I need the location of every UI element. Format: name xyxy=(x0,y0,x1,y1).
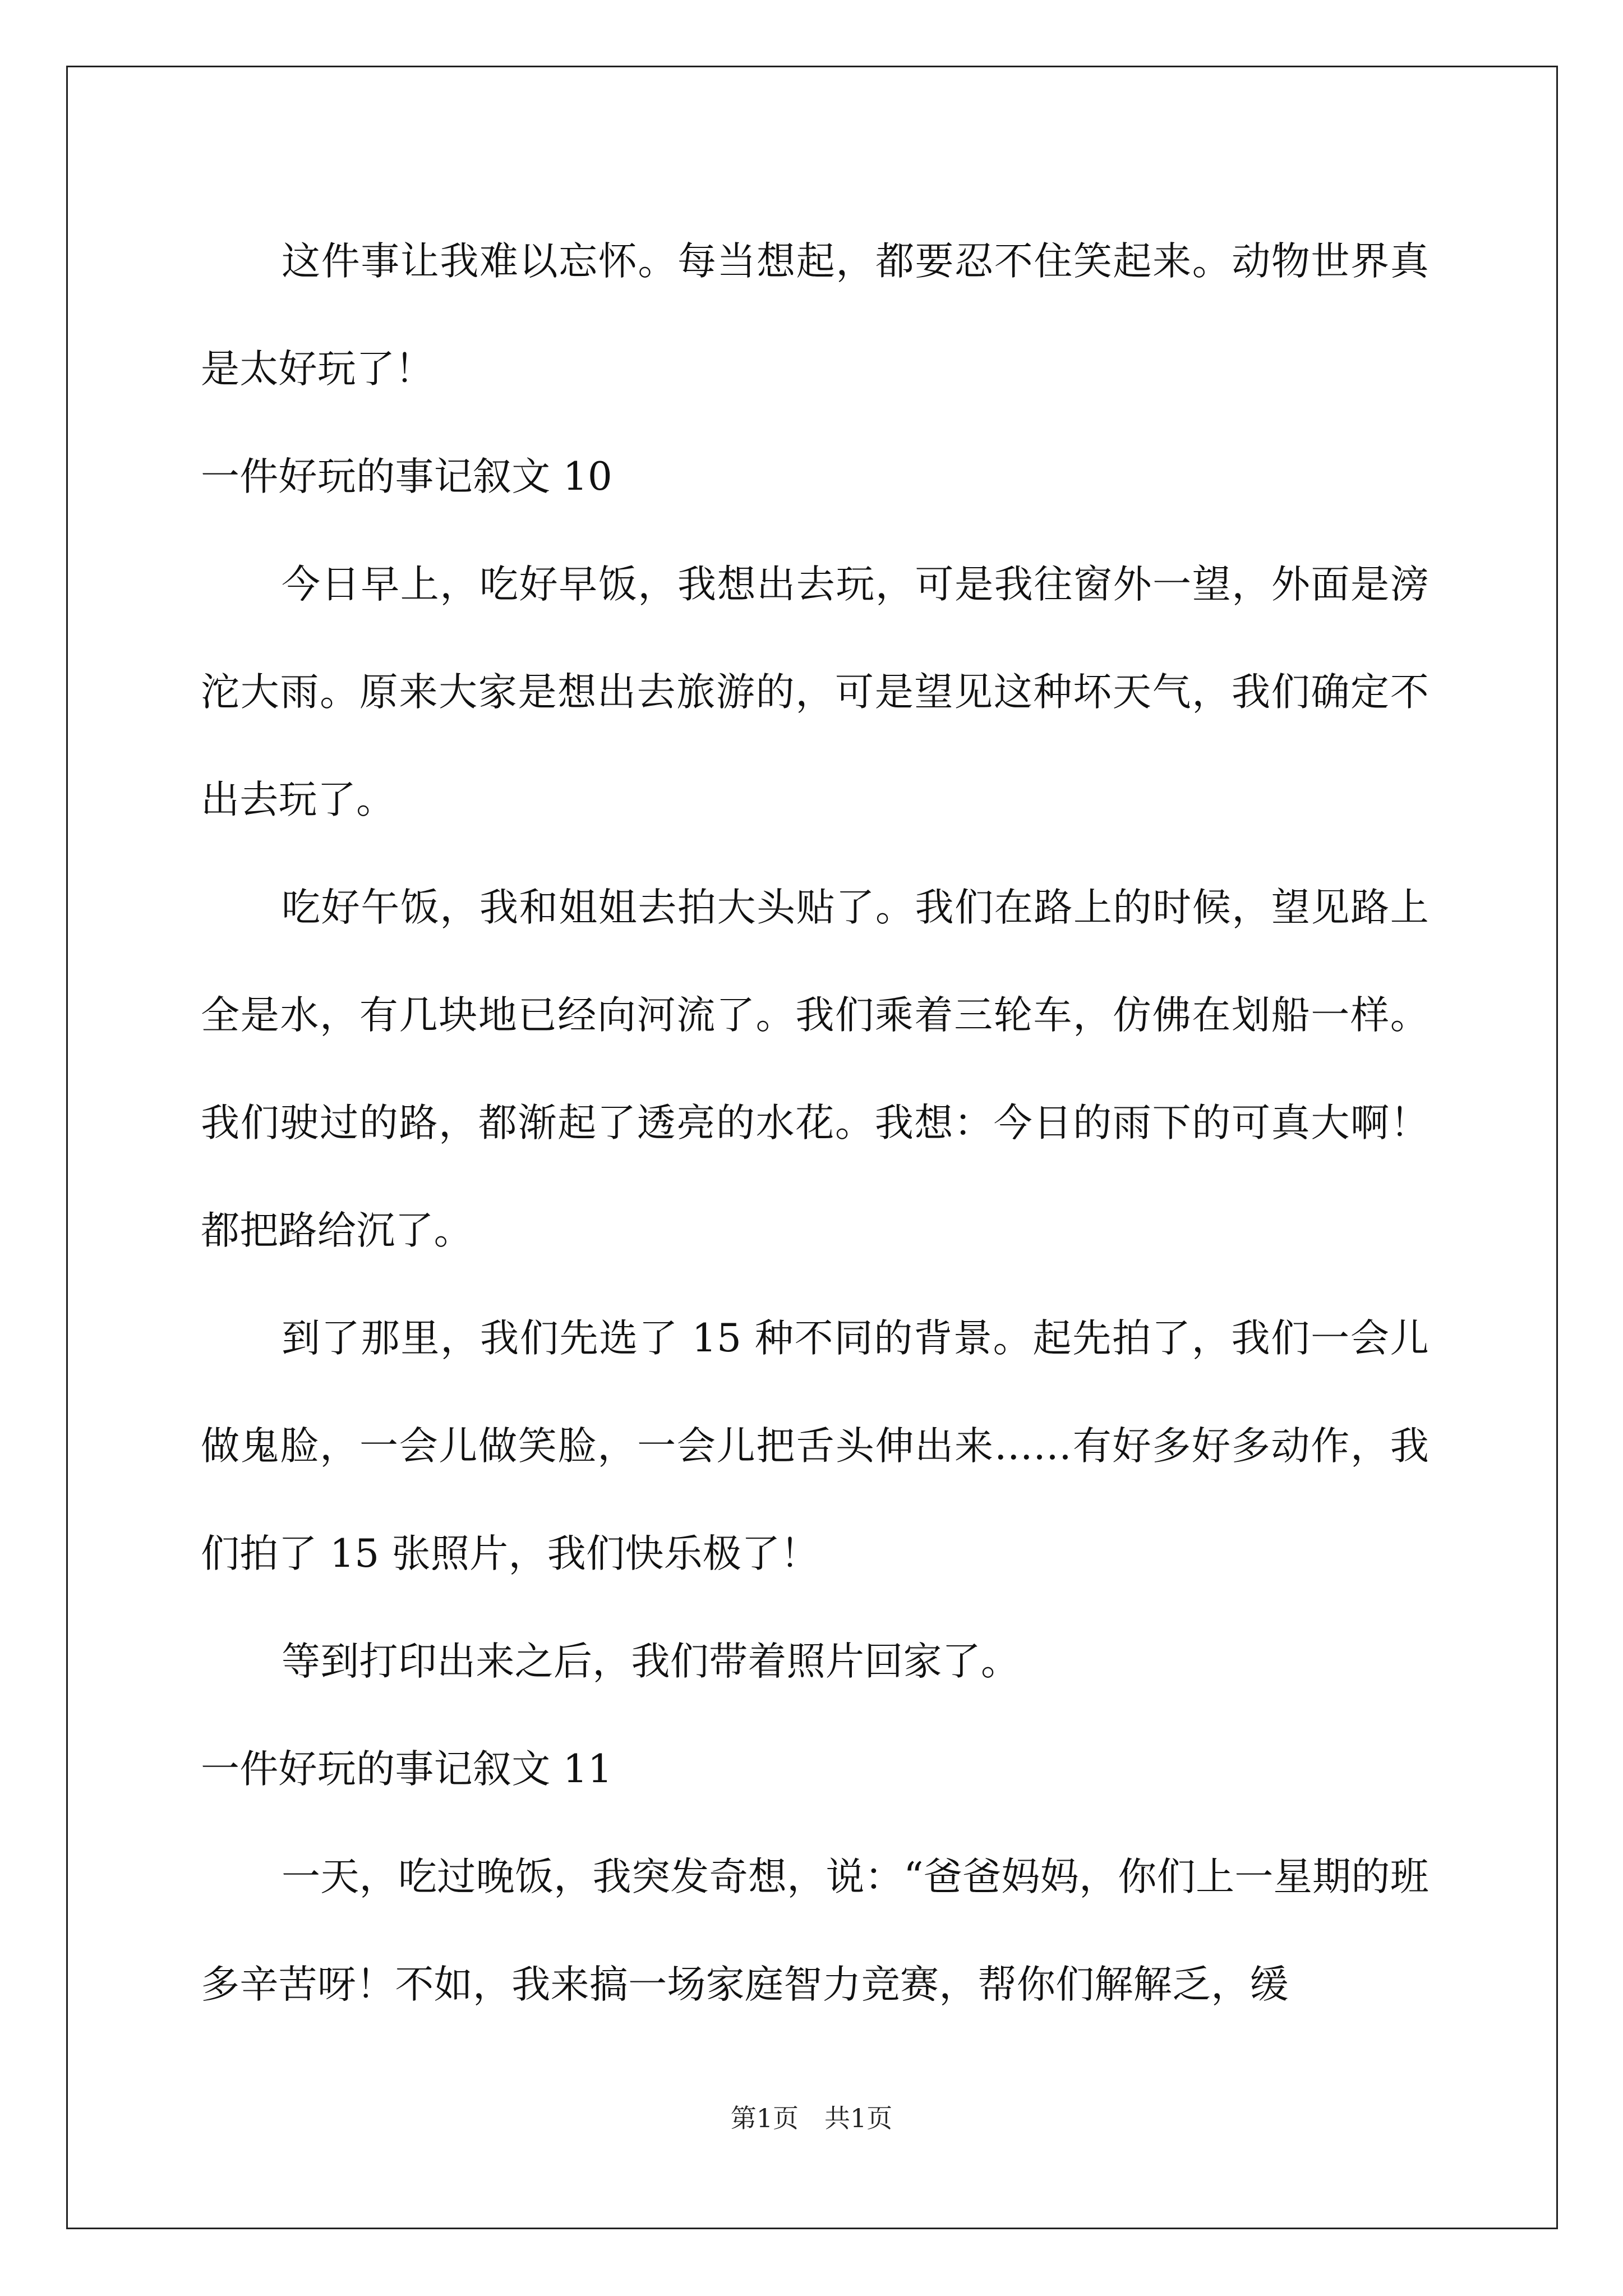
paragraph-taking-photos: 到了那里，我们先选了 15 种不同的背景。起先拍了，我们一会儿做鬼脸，一会儿做笑脸，一会儿把舌头伸出来……有好多好多动作，我们拍了 15 张照片，我们快乐极了！ xyxy=(201,1316,1429,1576)
section-heading-11: 一件好玩的事记叙文 11 xyxy=(201,1747,613,1792)
paragraph-photo-booth-trip: 吃好午饭，我和姐姐去拍大头贴了。我们在路上的时候，望见路上全是水，有几块地已经向河流了。我们乘着三轮车，仿佛在划船一样。我们驶过的路，都渐起了透亮的水花。我想：今日的雨下的可真大啊！都把路给沉了。 xyxy=(201,885,1429,1253)
document-body xyxy=(201,208,1429,2039)
section-heading-10: 一件好玩的事记叙文 10 xyxy=(201,454,613,499)
paragraph-going-home: 等到打印出来之后，我们带着照片回家了。 xyxy=(282,1639,1020,1684)
page-footer: 第1页 共1页 xyxy=(730,2103,893,2133)
paragraph-rainy-morning: 今日早上，吃好早饭，我想出去玩，可是我往窗外一望，外面是滂沱大雨。原来大家是想出去旅游的，可是望见这种坏天气，我们确定不出去玩了。 xyxy=(201,562,1429,822)
paragraph-closing-remark: 这件事让我难以忘怀。每当想起，都要忍不住笑起来。动物世界真是太好玩了！ xyxy=(201,239,1429,392)
paragraph-family-quiz: 一天，吃过晚饭，我突发奇想，说：“爸爸妈妈，你们上一星期的班多辛苦呀！不如，我来搞一场家庭智力竞赛，帮你们解解乏，缓 xyxy=(201,1855,1429,2007)
